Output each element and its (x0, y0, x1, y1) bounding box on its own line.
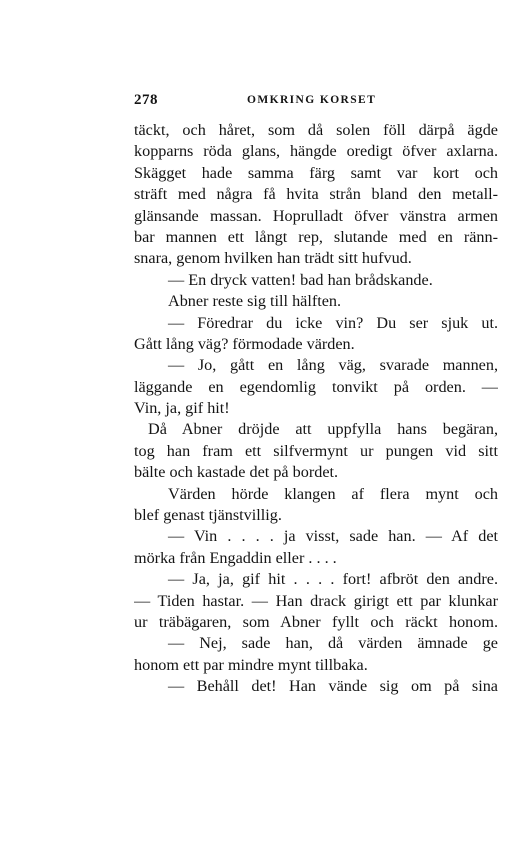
text-line: bar mannen ett långt rep, slutande med en ränn- (134, 227, 498, 246)
text-line: — Behåll det! Han vände sig om på sina (168, 677, 498, 696)
page-number: 278 (134, 92, 158, 108)
text-line: sträft med några få hvita strån bland den metall- (134, 185, 498, 204)
text-line: ur träbägaren, som Abner fyllt och räckt honom. (134, 612, 498, 631)
text-line: kopparns röda glans, hängde oredigt öfver axlarna. (134, 142, 498, 161)
text-line: Vin, ja, gif hit! (134, 399, 230, 418)
text-line: — Ja, ja, gif hit . . . . fort! afbröt den andre. (168, 570, 498, 589)
text-line: — Jo, gått en lång väg, svarade mannen, (168, 356, 498, 375)
text-line: läggande en egendomlig tonvikt på orden. — (134, 377, 498, 396)
text-line: täckt, och håret, som då solen föll därpå ägde (134, 121, 498, 139)
text-line: Skägget hade samma färg samt var kort och (134, 163, 498, 182)
text-line: tog han fram ett silfvermynt ur pungen vid sitt (134, 441, 498, 460)
text-line: honom ett par mindre mynt tillbaka. (134, 655, 368, 674)
text-line: mörka från Engaddin eller . . . . (134, 548, 337, 567)
text-line: — Vin . . . . ja visst, sade han. — Af det (168, 527, 498, 546)
text-line: Värden hörde klangen af flera mynt och (168, 484, 498, 503)
text-line: glänsande massan. Hoprulladt öfver vänstra armen (134, 206, 498, 225)
text-line: — En dryck vatten! bad han brådskande. (168, 270, 433, 289)
page-header (134, 92, 498, 112)
text-line: — Föredrar du icke vin? Du ser sjuk ut. (168, 313, 498, 332)
text-line: Abner reste sig till hälften. (168, 292, 342, 311)
text-line: blef genast tjänstvillig. (134, 506, 282, 525)
text-line: — Nej, sade han, då värden ämnade ge (168, 634, 498, 653)
text-line: Gått lång väg? förmodade värden. (134, 334, 355, 353)
running-title: OMKRING KORSET (247, 94, 377, 106)
body-text (134, 120, 498, 698)
text-line: Då Abner dröjde att uppfylla hans begäran, (148, 420, 498, 439)
text-line: — Tiden hastar. — Han drack girigt ett par klunkar (134, 591, 498, 610)
text-line: snara, genom hvilken han trädt sitt hufvud. (134, 249, 412, 268)
text-line: bälte och kastade det på bordet. (134, 463, 339, 482)
